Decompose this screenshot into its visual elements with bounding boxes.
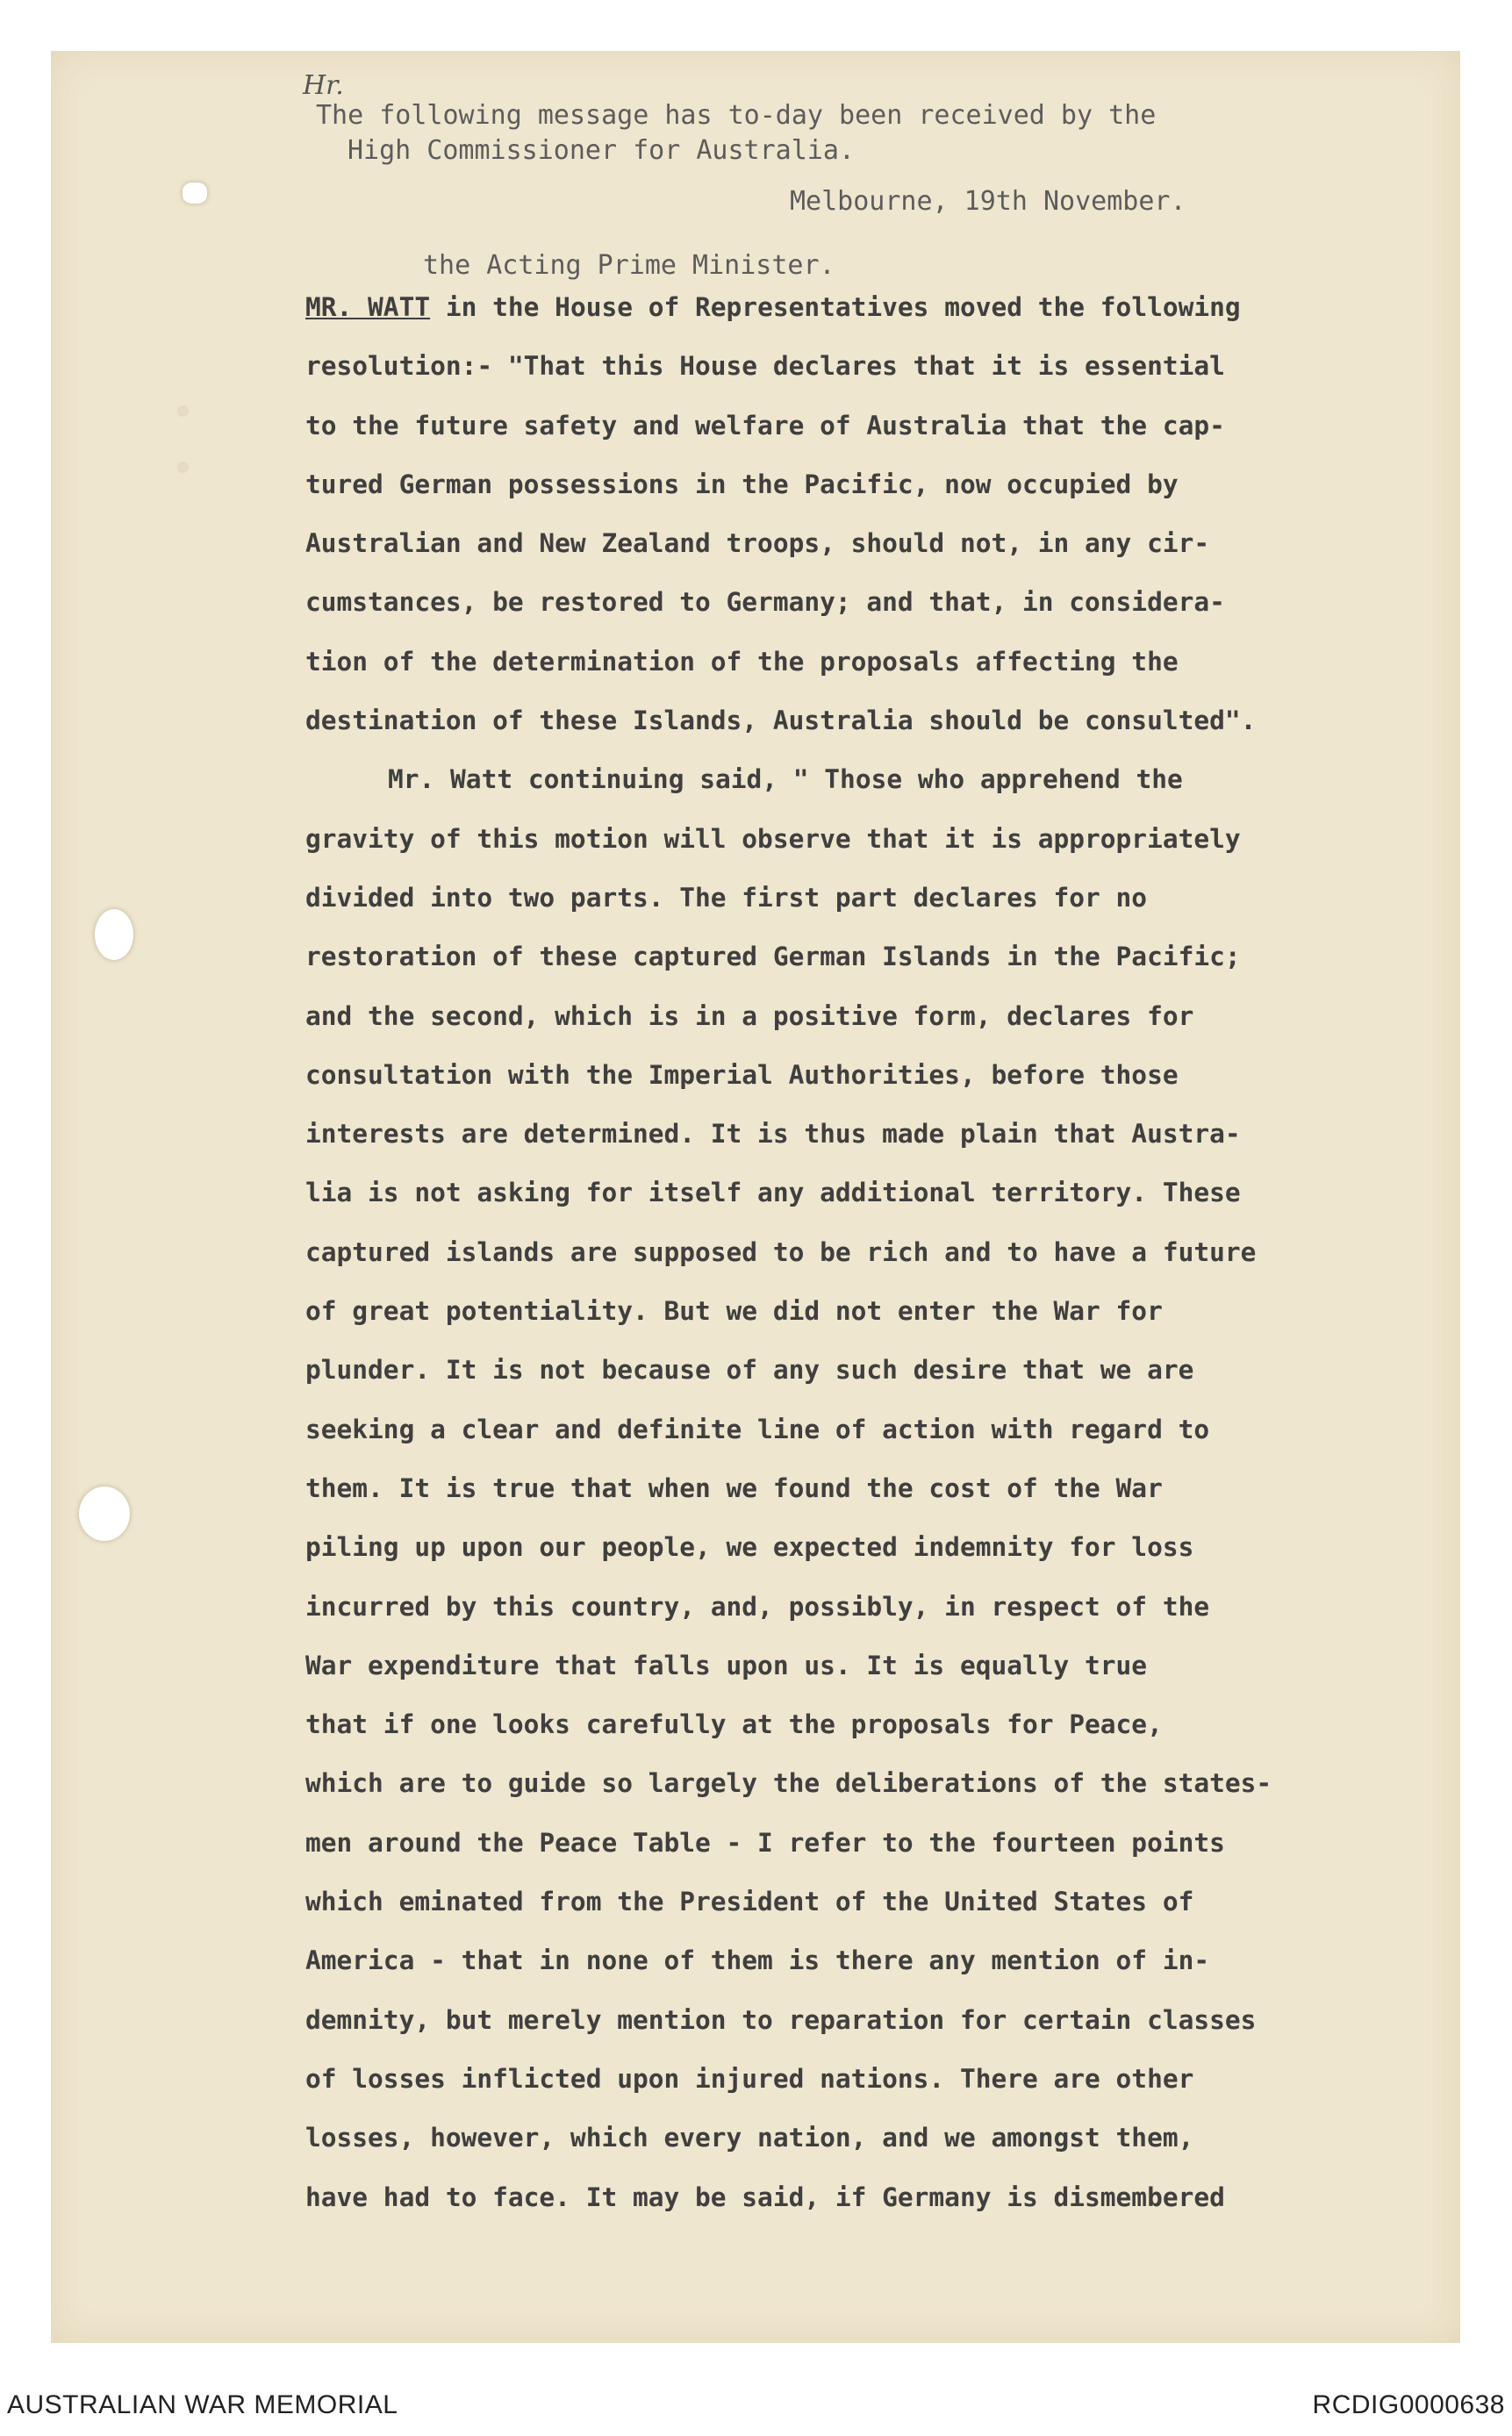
body-line: resolution:- "That this House declares that it is essential xyxy=(305,351,1225,382)
body-line: of great potentiality. But we did not enter the War for xyxy=(305,1296,1163,1327)
body-line: Australian and New Zealand troops, should not, in any cir- xyxy=(305,528,1210,559)
institution-caption: AUSTRALIAN WAR MEMORIAL xyxy=(7,2390,398,2419)
body-line: which are to guide so largely the deliberations of the states- xyxy=(305,1768,1272,1799)
body-line: restoration of these captured German Islands in the Pacific; xyxy=(305,942,1241,972)
record-id-caption: RCDIG0000638 xyxy=(1312,2390,1505,2419)
body-line-text: in the House of Representatives moved the following xyxy=(430,292,1241,322)
document-body xyxy=(305,278,1394,2227)
body-line: of losses inflicted upon injured nations. There are other xyxy=(305,2063,1194,2094)
body-line: lia is not asking for itself any additional territory. These xyxy=(305,1178,1241,1208)
body-line: have had to face. It may be said, if Germany is dismembered xyxy=(305,2182,1225,2212)
body-line: captured islands are supposed to be rich and to have a future xyxy=(305,1236,1257,1267)
body-line: which eminated from the President of the United States of xyxy=(305,1887,1194,1917)
body-line: divided into two parts. The first part declares for no xyxy=(305,882,1148,913)
body-line: seeking a clear and definite line of action with regard to xyxy=(305,1414,1210,1444)
header-line: High Commissioner for Australia. xyxy=(348,135,855,166)
punch-hole-upper xyxy=(95,909,133,960)
pin-mark xyxy=(179,463,187,471)
body-line: demnity, but merely mention to reparation for certain classes xyxy=(305,2004,1257,2035)
body-line: destination of these Islands, Australia should be consulted". xyxy=(305,706,1257,736)
body-line: them. It is true that when we found the cost of the War xyxy=(305,1472,1163,1503)
header-line: The following message has to-day been received by the xyxy=(316,100,1157,131)
body-line: men around the Peace Table - I refer to the fourteen points xyxy=(305,1827,1225,1858)
pencil-annotation: Hr. xyxy=(303,70,344,101)
body-line: incurred by this country, and, possibly, in respect of the xyxy=(305,1591,1210,1622)
attribution-line: the Acting Prime Minister. xyxy=(423,250,835,281)
body-line: cumstances, be restored to Germany; and that, in considera- xyxy=(305,587,1225,618)
body-line: gravity of this motion will observe that it is appropriately xyxy=(305,823,1241,854)
body-line: War expenditure that falls upon us. It is equally true xyxy=(305,1650,1148,1680)
punch-hole-lower xyxy=(79,1487,130,1541)
body-line: that if one looks carefully at the proposals for Peace, xyxy=(305,1709,1163,1740)
body-line: tured German possessions in the Pacific, now occupied by xyxy=(305,469,1179,499)
body-line: to the future safety and welfare of Australia that the cap- xyxy=(305,410,1225,441)
body-line: interests are determined. It is thus made plain that Austra- xyxy=(305,1119,1241,1150)
pin-mark xyxy=(179,407,187,415)
body-line: piling up upon our people, we expected indemnity for loss xyxy=(305,1532,1194,1563)
speaker-name: MR. WATT xyxy=(305,292,431,322)
body-line: consultation with the Imperial Authorities, before those xyxy=(305,1059,1179,1090)
message-header xyxy=(316,98,1156,168)
body-line xyxy=(305,278,1394,337)
body-line: Mr. Watt continuing said, " Those who apprehend the xyxy=(388,764,1183,795)
dateline: Melbourne, 19th November. xyxy=(790,186,1186,217)
body-line: and the second, which is in a positive form, declares for xyxy=(305,1000,1194,1031)
torn-mark xyxy=(183,183,207,204)
body-line: tion of the determination of the proposals affecting the xyxy=(305,646,1179,677)
body-line: America - that in none of them is there any mention of in- xyxy=(305,1945,1210,1976)
body-line: plunder. It is not because of any such desire that we are xyxy=(305,1355,1194,1386)
body-line: losses, however, which every nation, and we amongst them, xyxy=(305,2123,1194,2153)
